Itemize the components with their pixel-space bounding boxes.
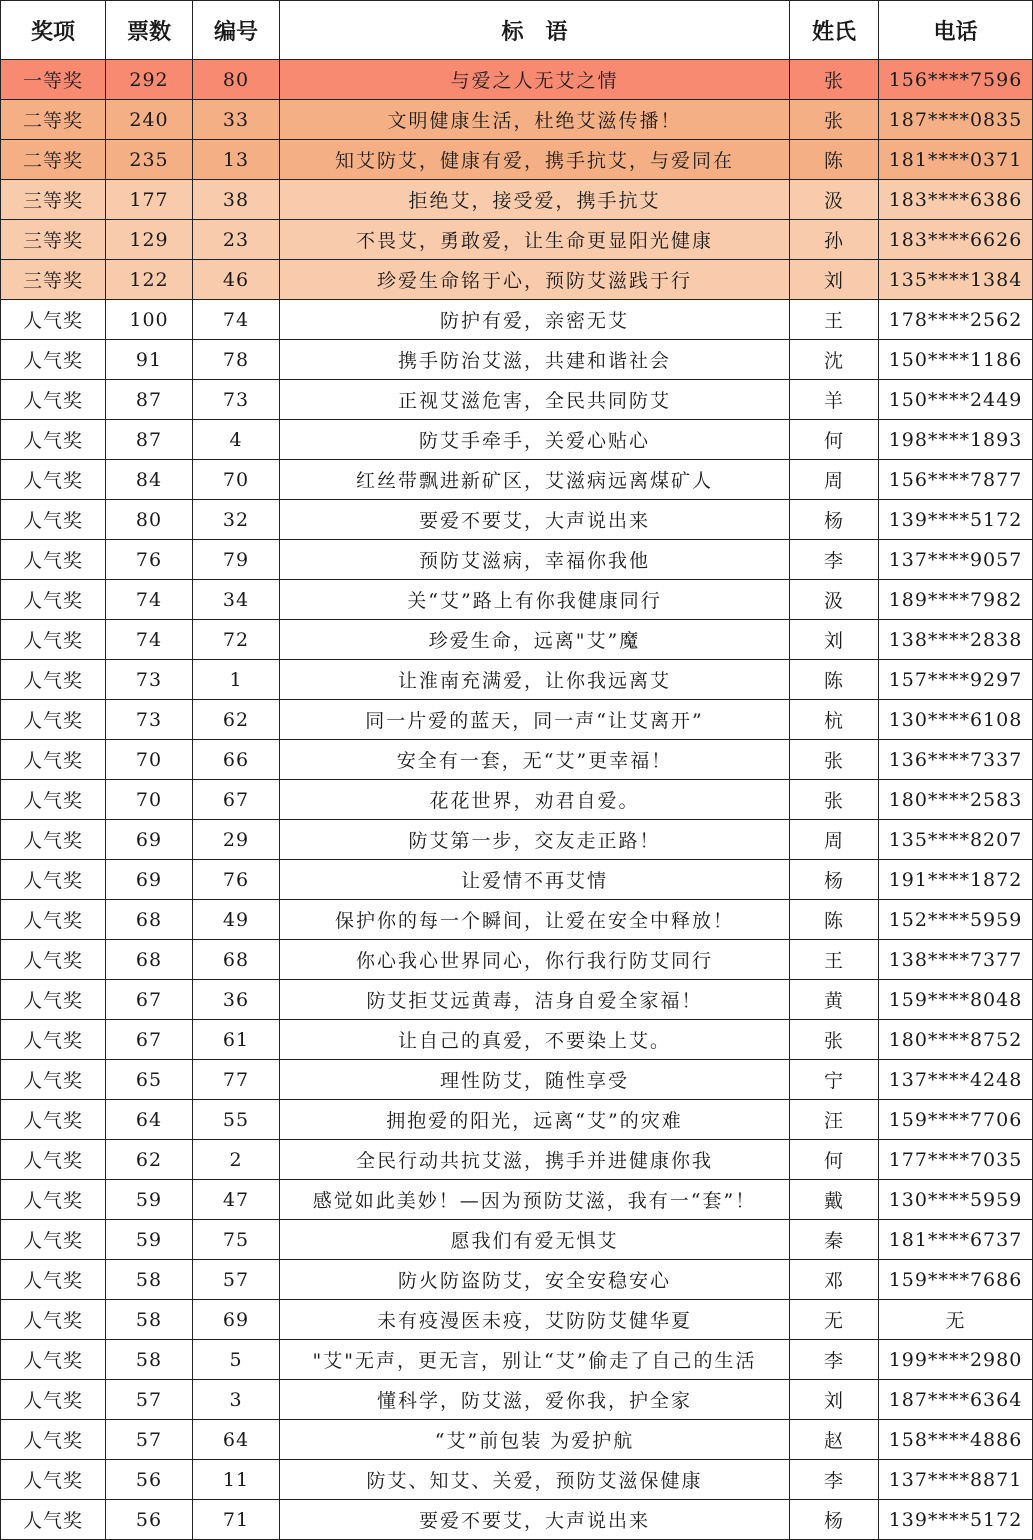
cell-slogan: 防火防盗防艾，安全安稳安心 xyxy=(280,1260,790,1300)
header-row xyxy=(1,1,1033,60)
cell-surname: 杭 xyxy=(790,700,879,740)
cell-surname: 无 xyxy=(790,1300,879,1340)
cell-slogan: 知艾防艾，健康有爱，携手抗艾，与爱同在 xyxy=(280,140,790,180)
table-row xyxy=(1,1500,1033,1540)
table-row xyxy=(1,620,1033,660)
cell-slogan: 你心我心世界同心，你行我行防艾同行 xyxy=(280,940,790,980)
cell-award: 人气奖 xyxy=(1,340,106,380)
cell-number: 71 xyxy=(193,1500,280,1540)
cell-surname: 赵 xyxy=(790,1420,879,1460)
cell-votes: 122 xyxy=(106,260,193,300)
cell-phone: 135****1384 xyxy=(879,260,1033,300)
table-row xyxy=(1,1060,1033,1100)
cell-slogan: 防艾拒艾远黄毒，洁身自爱全家福！ xyxy=(280,980,790,1020)
cell-award: 人气奖 xyxy=(1,1180,106,1220)
table-row xyxy=(1,460,1033,500)
cell-number: 64 xyxy=(193,1420,280,1460)
cell-number: 11 xyxy=(193,1460,280,1500)
cell-surname: 张 xyxy=(790,1020,879,1060)
table-row xyxy=(1,60,1033,100)
cell-phone: 189****7982 xyxy=(879,580,1033,620)
cell-phone: 180****8752 xyxy=(879,1020,1033,1060)
table-row xyxy=(1,660,1033,700)
cell-surname: 王 xyxy=(790,300,879,340)
cell-slogan: 保护你的每一个瞬间，让爱在安全中释放！ xyxy=(280,900,790,940)
table-row xyxy=(1,1180,1033,1220)
cell-number: 72 xyxy=(193,620,280,660)
cell-votes: 69 xyxy=(106,860,193,900)
cell-phone: 183****6626 xyxy=(879,220,1033,260)
cell-surname: 何 xyxy=(790,420,879,460)
table-row xyxy=(1,420,1033,460)
cell-surname: 张 xyxy=(790,740,879,780)
cell-surname: 张 xyxy=(790,60,879,100)
cell-award: 人气奖 xyxy=(1,1420,106,1460)
cell-award: 人气奖 xyxy=(1,1140,106,1180)
cell-surname: 汲 xyxy=(790,580,879,620)
cell-number: 34 xyxy=(193,580,280,620)
cell-surname: 刘 xyxy=(790,260,879,300)
table-row xyxy=(1,1260,1033,1300)
cell-award: 人气奖 xyxy=(1,700,106,740)
cell-votes: 67 xyxy=(106,1020,193,1060)
cell-number: 13 xyxy=(193,140,280,180)
cell-award: 人气奖 xyxy=(1,1380,106,1420)
cell-number: 55 xyxy=(193,1100,280,1140)
cell-award: 人气奖 xyxy=(1,740,106,780)
header-slogan: 标 语 xyxy=(280,1,790,60)
cell-award: 人气奖 xyxy=(1,580,106,620)
cell-number: 3 xyxy=(193,1380,280,1420)
cell-surname: 刘 xyxy=(790,620,879,660)
cell-phone: 150****1186 xyxy=(879,340,1033,380)
table-row xyxy=(1,500,1033,540)
cell-slogan: 文明健康生活，杜绝艾滋传播！ xyxy=(280,100,790,140)
cell-phone: 199****2980 xyxy=(879,1340,1033,1380)
cell-votes: 67 xyxy=(106,980,193,1020)
cell-surname: 宁 xyxy=(790,1060,879,1100)
cell-surname: 陈 xyxy=(790,900,879,940)
cell-number: 2 xyxy=(193,1140,280,1180)
cell-award: 人气奖 xyxy=(1,1500,106,1540)
cell-number: 74 xyxy=(193,300,280,340)
header-votes: 票数 xyxy=(106,1,193,60)
cell-award: 人气奖 xyxy=(1,420,106,460)
cell-votes: 56 xyxy=(106,1500,193,1540)
cell-votes: 74 xyxy=(106,580,193,620)
table-row xyxy=(1,940,1033,980)
cell-award: 人气奖 xyxy=(1,1460,106,1500)
cell-votes: 100 xyxy=(106,300,193,340)
cell-phone: 159****8048 xyxy=(879,980,1033,1020)
cell-phone: 130****6108 xyxy=(879,700,1033,740)
cell-award: 人气奖 xyxy=(1,1220,106,1260)
cell-votes: 87 xyxy=(106,420,193,460)
cell-slogan: 要爱不要艾，大声说出来 xyxy=(280,500,790,540)
cell-votes: 73 xyxy=(106,700,193,740)
cell-slogan: “艾”前包装 为爱护航 xyxy=(280,1420,790,1460)
cell-phone: 138****7377 xyxy=(879,940,1033,980)
cell-award: 三等奖 xyxy=(1,180,106,220)
table-row xyxy=(1,1100,1033,1140)
cell-award: 人气奖 xyxy=(1,1100,106,1140)
cell-surname: 戴 xyxy=(790,1180,879,1220)
cell-number: 73 xyxy=(193,380,280,420)
cell-number: 67 xyxy=(193,780,280,820)
table-row xyxy=(1,1460,1033,1500)
cell-number: 77 xyxy=(193,1060,280,1100)
table-row xyxy=(1,540,1033,580)
header-number: 编号 xyxy=(193,1,280,60)
cell-votes: 68 xyxy=(106,940,193,980)
cell-surname: 王 xyxy=(790,940,879,980)
cell-votes: 73 xyxy=(106,660,193,700)
cell-award: 人气奖 xyxy=(1,620,106,660)
cell-votes: 62 xyxy=(106,1140,193,1180)
cell-votes: 76 xyxy=(106,540,193,580)
cell-award: 一等奖 xyxy=(1,60,106,100)
cell-number: 5 xyxy=(193,1340,280,1380)
cell-surname: 邓 xyxy=(790,1260,879,1300)
cell-number: 36 xyxy=(193,980,280,1020)
table-row xyxy=(1,860,1033,900)
cell-phone: 191****1872 xyxy=(879,860,1033,900)
table-row xyxy=(1,220,1033,260)
cell-phone: 137****4248 xyxy=(879,1060,1033,1100)
cell-award: 人气奖 xyxy=(1,540,106,580)
cell-votes: 64 xyxy=(106,1100,193,1140)
cell-phone: 156****7596 xyxy=(879,60,1033,100)
cell-votes: 70 xyxy=(106,780,193,820)
cell-votes: 59 xyxy=(106,1220,193,1260)
table-row xyxy=(1,380,1033,420)
cell-award: 二等奖 xyxy=(1,100,106,140)
cell-slogan: 珍爱生命，远离"艾”魔 xyxy=(280,620,790,660)
table-row xyxy=(1,780,1033,820)
header-phone: 电话 xyxy=(879,1,1033,60)
cell-phone: 178****2562 xyxy=(879,300,1033,340)
cell-phone: 138****2838 xyxy=(879,620,1033,660)
cell-slogan: 未有疫漫医未疫，艾防防艾健华夏 xyxy=(280,1300,790,1340)
cell-slogan: 让自己的真爱，不要染上艾。 xyxy=(280,1020,790,1060)
cell-phone: 137****8871 xyxy=(879,1460,1033,1500)
cell-number: 46 xyxy=(193,260,280,300)
cell-phone: 187****6364 xyxy=(879,1380,1033,1420)
cell-surname: 刘 xyxy=(790,1380,879,1420)
cell-award: 人气奖 xyxy=(1,1060,106,1100)
cell-votes: 58 xyxy=(106,1340,193,1380)
cell-surname: 孙 xyxy=(790,220,879,260)
cell-number: 32 xyxy=(193,500,280,540)
cell-number: 23 xyxy=(193,220,280,260)
cell-phone: 137****9057 xyxy=(879,540,1033,580)
cell-votes: 57 xyxy=(106,1380,193,1420)
cell-surname: 杨 xyxy=(790,1500,879,1540)
cell-phone: 181****6737 xyxy=(879,1220,1033,1260)
table-row xyxy=(1,100,1033,140)
cell-votes: 69 xyxy=(106,820,193,860)
cell-slogan: 安全有一套，无“艾”更幸福！ xyxy=(280,740,790,780)
table-row xyxy=(1,260,1033,300)
cell-surname: 周 xyxy=(790,820,879,860)
cell-votes: 235 xyxy=(106,140,193,180)
cell-surname: 何 xyxy=(790,1140,879,1180)
cell-slogan: 珍爱生命铭于心，预防艾滋践于行 xyxy=(280,260,790,300)
cell-votes: 292 xyxy=(106,60,193,100)
cell-award: 人气奖 xyxy=(1,660,106,700)
cell-votes: 59 xyxy=(106,1180,193,1220)
cell-slogan: 理性防艾，随性享受 xyxy=(280,1060,790,1100)
cell-surname: 周 xyxy=(790,460,879,500)
cell-votes: 57 xyxy=(106,1420,193,1460)
cell-votes: 84 xyxy=(106,460,193,500)
cell-surname: 李 xyxy=(790,1460,879,1500)
cell-phone: 158****4886 xyxy=(879,1420,1033,1460)
cell-slogan: 红丝带飘进新矿区，艾滋病远离煤矿人 xyxy=(280,460,790,500)
cell-surname: 张 xyxy=(790,100,879,140)
cell-slogan: 防护有爱，亲密无艾 xyxy=(280,300,790,340)
cell-award: 三等奖 xyxy=(1,260,106,300)
table-row xyxy=(1,1300,1033,1340)
cell-slogan: 全民行动共抗艾滋，携手并进健康你我 xyxy=(280,1140,790,1180)
table-row xyxy=(1,140,1033,180)
cell-votes: 240 xyxy=(106,100,193,140)
cell-slogan: 花花世界，劝君自爱。 xyxy=(280,780,790,820)
cell-phone: 180****2583 xyxy=(879,780,1033,820)
table-row xyxy=(1,1020,1033,1060)
cell-votes: 58 xyxy=(106,1260,193,1300)
cell-surname: 汲 xyxy=(790,180,879,220)
cell-number: 61 xyxy=(193,1020,280,1060)
cell-slogan: 正视艾滋危害，全民共同防艾 xyxy=(280,380,790,420)
cell-slogan: 懂科学，防艾滋，爱你我，护全家 xyxy=(280,1380,790,1420)
cell-phone: 187****0835 xyxy=(879,100,1033,140)
cell-surname: 羊 xyxy=(790,380,879,420)
table-row xyxy=(1,180,1033,220)
cell-phone: 181****0371 xyxy=(879,140,1033,180)
cell-surname: 陈 xyxy=(790,660,879,700)
cell-surname: 李 xyxy=(790,540,879,580)
cell-award: 二等奖 xyxy=(1,140,106,180)
header-surname: 姓氏 xyxy=(790,1,879,60)
cell-phone: 183****6386 xyxy=(879,180,1033,220)
cell-slogan: 让淮南充满爱，让你我远离艾 xyxy=(280,660,790,700)
cell-phone: 152****5959 xyxy=(879,900,1033,940)
cell-slogan: 同一片爱的蓝天，同一声“让艾离开” xyxy=(280,700,790,740)
cell-award: 人气奖 xyxy=(1,820,106,860)
cell-surname: 汪 xyxy=(790,1100,879,1140)
cell-surname: 黄 xyxy=(790,980,879,1020)
cell-phone: 159****7686 xyxy=(879,1260,1033,1300)
cell-number: 68 xyxy=(193,940,280,980)
cell-award: 人气奖 xyxy=(1,1340,106,1380)
cell-award: 三等奖 xyxy=(1,220,106,260)
cell-surname: 沈 xyxy=(790,340,879,380)
cell-number: 62 xyxy=(193,700,280,740)
cell-award: 人气奖 xyxy=(1,900,106,940)
cell-votes: 70 xyxy=(106,740,193,780)
cell-number: 79 xyxy=(193,540,280,580)
cell-votes: 129 xyxy=(106,220,193,260)
cell-votes: 56 xyxy=(106,1460,193,1500)
table-row xyxy=(1,740,1033,780)
cell-slogan: 愿我们有爱无惧艾 xyxy=(280,1220,790,1260)
table-row xyxy=(1,1420,1033,1460)
cell-slogan: 携手防治艾滋，共建和谐社会 xyxy=(280,340,790,380)
cell-number: 57 xyxy=(193,1260,280,1300)
cell-surname: 秦 xyxy=(790,1220,879,1260)
cell-number: 33 xyxy=(193,100,280,140)
cell-award: 人气奖 xyxy=(1,300,106,340)
cell-award: 人气奖 xyxy=(1,380,106,420)
cell-number: 75 xyxy=(193,1220,280,1260)
cell-slogan: 让爱情不再艾情 xyxy=(280,860,790,900)
cell-number: 38 xyxy=(193,180,280,220)
cell-votes: 68 xyxy=(106,900,193,940)
cell-number: 1 xyxy=(193,660,280,700)
table-row xyxy=(1,1140,1033,1180)
cell-votes: 65 xyxy=(106,1060,193,1100)
table-body xyxy=(1,60,1033,1540)
cell-phone: 159****7706 xyxy=(879,1100,1033,1140)
cell-surname: 张 xyxy=(790,780,879,820)
cell-phone: 157****9297 xyxy=(879,660,1033,700)
cell-award: 人气奖 xyxy=(1,1020,106,1060)
cell-phone: 139****5172 xyxy=(879,1500,1033,1540)
header-award: 奖项 xyxy=(1,1,106,60)
cell-votes: 91 xyxy=(106,340,193,380)
cell-number: 66 xyxy=(193,740,280,780)
cell-slogan: 拥抱爱的阳光，远离“艾”的灾难 xyxy=(280,1100,790,1140)
cell-phone: 150****2449 xyxy=(879,380,1033,420)
cell-slogan: 不畏艾，勇敢爱，让生命更显阳光健康 xyxy=(280,220,790,260)
table-row xyxy=(1,980,1033,1020)
cell-slogan: 防艾、知艾、关爱，预防艾滋保健康 xyxy=(280,1460,790,1500)
cell-slogan: 拒绝艾，接受爱，携手抗艾 xyxy=(280,180,790,220)
cell-slogan: "艾"无声，更无言，别让“艾”偷走了自己的生活 xyxy=(280,1340,790,1380)
table-row xyxy=(1,1380,1033,1420)
cell-phone: 130****5959 xyxy=(879,1180,1033,1220)
table-row xyxy=(1,700,1033,740)
cell-number: 69 xyxy=(193,1300,280,1340)
cell-votes: 87 xyxy=(106,380,193,420)
cell-phone: 156****7877 xyxy=(879,460,1033,500)
cell-slogan: 感觉如此美妙！—因为预防艾滋，我有一“套”！ xyxy=(280,1180,790,1220)
cell-slogan: 防艾手牵手，关爱心贴心 xyxy=(280,420,790,460)
cell-number: 70 xyxy=(193,460,280,500)
cell-number: 47 xyxy=(193,1180,280,1220)
cell-slogan: 预防艾滋病，幸福你我他 xyxy=(280,540,790,580)
cell-slogan: 关“艾”路上有你我健康同行 xyxy=(280,580,790,620)
cell-phone: 135****8207 xyxy=(879,820,1033,860)
cell-number: 49 xyxy=(193,900,280,940)
table-row xyxy=(1,580,1033,620)
cell-slogan: 防艾第一步，交友走正路！ xyxy=(280,820,790,860)
cell-votes: 74 xyxy=(106,620,193,660)
cell-phone: 136****7337 xyxy=(879,740,1033,780)
cell-slogan: 与爱之人无艾之情 xyxy=(280,60,790,100)
cell-number: 4 xyxy=(193,420,280,460)
cell-number: 29 xyxy=(193,820,280,860)
cell-number: 78 xyxy=(193,340,280,380)
cell-phone: 无 xyxy=(879,1300,1033,1340)
cell-award: 人气奖 xyxy=(1,980,106,1020)
cell-award: 人气奖 xyxy=(1,940,106,980)
cell-slogan: 要爱不要艾，大声说出来 xyxy=(280,1500,790,1540)
cell-votes: 58 xyxy=(106,1300,193,1340)
cell-surname: 陈 xyxy=(790,140,879,180)
table-row xyxy=(1,340,1033,380)
table-row xyxy=(1,1220,1033,1260)
cell-surname: 杨 xyxy=(790,860,879,900)
cell-number: 76 xyxy=(193,860,280,900)
cell-award: 人气奖 xyxy=(1,860,106,900)
table-row xyxy=(1,900,1033,940)
cell-phone: 177****7035 xyxy=(879,1140,1033,1180)
cell-award: 人气奖 xyxy=(1,1260,106,1300)
cell-award: 人气奖 xyxy=(1,1300,106,1340)
cell-votes: 80 xyxy=(106,500,193,540)
cell-phone: 198****1893 xyxy=(879,420,1033,460)
cell-votes: 177 xyxy=(106,180,193,220)
table-header xyxy=(1,1,1033,60)
cell-phone: 139****5172 xyxy=(879,500,1033,540)
cell-number: 80 xyxy=(193,60,280,100)
table-row xyxy=(1,1340,1033,1380)
table-row xyxy=(1,300,1033,340)
cell-award: 人气奖 xyxy=(1,460,106,500)
cell-award: 人气奖 xyxy=(1,780,106,820)
cell-surname: 杨 xyxy=(790,500,879,540)
cell-surname: 李 xyxy=(790,1340,879,1380)
cell-award: 人气奖 xyxy=(1,500,106,540)
table-row xyxy=(1,820,1033,860)
